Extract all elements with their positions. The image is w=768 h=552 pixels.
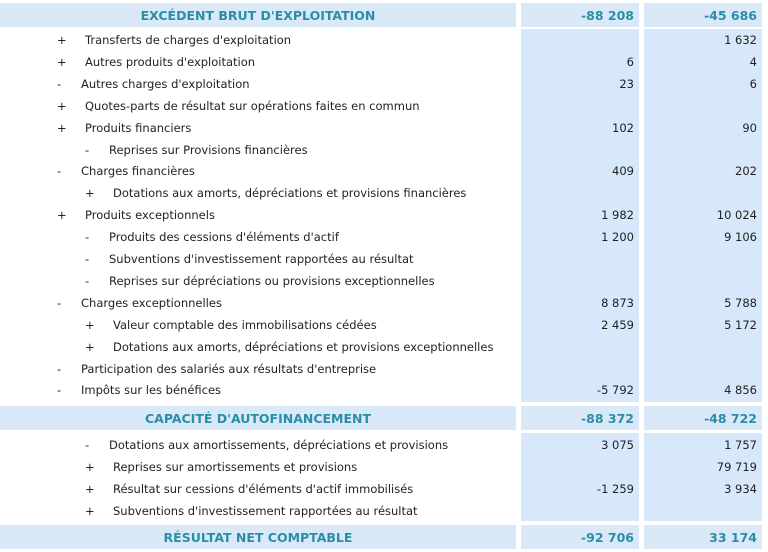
table-row xyxy=(0,117,768,139)
row-value-col1: 6 xyxy=(626,54,634,69)
row-value-col2: 5 788 xyxy=(724,295,757,310)
row-label: Dotations aux amortissements, dépréciations et provisions xyxy=(109,438,449,452)
table-row xyxy=(0,95,768,117)
ebe-label: EXCÉDENT BRUT D'EXPLOITATION xyxy=(0,3,516,27)
row-value-col1: -5 792 xyxy=(596,383,634,398)
row-label: Dotations aux amorts, dépréciations et provisions financières xyxy=(113,186,467,201)
row-value-col2: 79 719 xyxy=(716,459,757,474)
row-value-col2: 9 106 xyxy=(724,230,757,245)
row-label: Impôts sur les bénéfices xyxy=(81,383,222,398)
row-label: Charges exceptionnelles xyxy=(81,295,222,310)
row-label: Quotes-parts de résultat sur opérations faites en commun xyxy=(85,98,420,113)
row-value-col2: 10 024 xyxy=(716,208,757,223)
table-row xyxy=(0,51,768,73)
table-row xyxy=(0,139,768,161)
row-sign: + xyxy=(85,503,95,518)
net-result-header-row xyxy=(0,525,768,549)
row-value-col2: 1 632 xyxy=(724,33,757,47)
table-row xyxy=(0,456,768,478)
table-row xyxy=(0,226,768,248)
row-label: Résultat sur cessions d'éléments d'actif immobilisés xyxy=(113,481,414,496)
table-row xyxy=(0,478,768,500)
ebe-header-row xyxy=(0,3,768,27)
row-sign: - xyxy=(57,383,62,398)
table-row xyxy=(0,500,768,522)
row-value-col1: 409 xyxy=(612,164,634,179)
row-value-col2: 4 xyxy=(749,54,757,69)
row-sign: + xyxy=(57,98,67,113)
row-label: Produits exceptionnels xyxy=(85,208,215,223)
row-value-col1: -1 259 xyxy=(596,481,634,496)
row-label: Participation des salariés aux résultats d'entreprise xyxy=(81,361,377,376)
table-row xyxy=(0,292,768,314)
row-sign: - xyxy=(85,252,90,266)
row-value-col1: 102 xyxy=(612,120,634,135)
net-result-value-col1: -92 706 xyxy=(521,525,639,549)
row-value-col2: 3 934 xyxy=(724,481,757,496)
row-label: Reprises sur Provisions financières xyxy=(109,142,308,157)
row-label: Autres charges d'exploitation xyxy=(81,76,250,91)
table-row xyxy=(0,160,768,182)
row-value-col2: 202 xyxy=(735,164,757,179)
row-sign: + xyxy=(85,186,95,201)
row-label: Reprises sur dépréciations ou provisions exceptionnelles xyxy=(109,273,435,288)
row-value-col2: 5 172 xyxy=(724,317,757,332)
row-value-col1: 2 459 xyxy=(601,317,634,332)
caf-header-row xyxy=(0,406,768,430)
row-label: Produits des cessions d'éléments d'actif xyxy=(109,230,339,245)
row-sign: - xyxy=(85,438,90,452)
row-sign: - xyxy=(85,273,90,288)
table-row xyxy=(0,434,768,456)
table-row xyxy=(0,29,768,51)
row-sign: - xyxy=(57,295,62,310)
table-row xyxy=(0,73,768,95)
row-label: Valeur comptable des immobilisations cédées xyxy=(113,317,377,332)
row-sign: + xyxy=(85,459,95,474)
row-value-col1: 1 982 xyxy=(601,208,634,223)
table-row xyxy=(0,182,768,204)
row-label: Reprises sur amortissements et provisions xyxy=(113,459,358,474)
row-sign: + xyxy=(85,317,95,332)
row-label: Produits financiers xyxy=(85,120,192,135)
row-label: Charges financières xyxy=(81,164,195,179)
row-sign: - xyxy=(57,164,62,179)
row-sign: - xyxy=(57,361,62,376)
row-label: Dotations aux amorts, dépréciations et provisions exceptionnelles xyxy=(113,339,494,354)
row-value-col1: 23 xyxy=(619,76,634,91)
caf-value-col2: -48 722 xyxy=(644,406,762,430)
row-value-col2: 6 xyxy=(749,76,757,91)
ebe-value-col2: -45 686 xyxy=(644,3,762,27)
table-row xyxy=(0,358,768,380)
row-sign: + xyxy=(85,481,95,496)
table-row xyxy=(0,336,768,358)
row-value-col2: 90 xyxy=(742,120,757,135)
row-value-col1: 1 200 xyxy=(601,230,634,245)
net-result-label: RÉSULTAT NET COMPTABLE xyxy=(0,525,516,549)
caf-label: CAPACITÉ D'AUTOFINANCEMENT xyxy=(0,406,516,430)
caf-value-col1: -88 372 xyxy=(521,406,639,430)
row-label: Subventions d'investissement rapportées au résultat xyxy=(109,252,414,266)
row-sign: - xyxy=(57,76,62,91)
table-row xyxy=(0,379,768,401)
net-result-value-col2: 33 174 xyxy=(644,525,762,549)
row-sign: + xyxy=(85,339,95,354)
row-sign: + xyxy=(57,208,67,223)
table-row xyxy=(0,314,768,336)
row-sign: + xyxy=(57,33,67,47)
row-label: Autres produits d'exploitation xyxy=(85,54,256,69)
row-value-col2: 4 856 xyxy=(724,383,757,398)
table-row xyxy=(0,248,768,270)
table-row xyxy=(0,270,768,292)
row-value-col2: 1 757 xyxy=(724,438,757,452)
row-sign: - xyxy=(85,230,90,245)
ebe-value-col1: -88 208 xyxy=(521,3,639,27)
table-row xyxy=(0,204,768,226)
row-label: Transferts de charges d'exploitation xyxy=(85,33,292,47)
row-sign: + xyxy=(57,54,67,69)
row-sign: + xyxy=(57,120,67,135)
row-value-col1: 8 873 xyxy=(601,295,634,310)
row-sign: - xyxy=(85,142,90,157)
row-value-col1: 3 075 xyxy=(601,438,634,452)
row-label: Subventions d'investissement rapportées au résultat xyxy=(113,503,418,518)
